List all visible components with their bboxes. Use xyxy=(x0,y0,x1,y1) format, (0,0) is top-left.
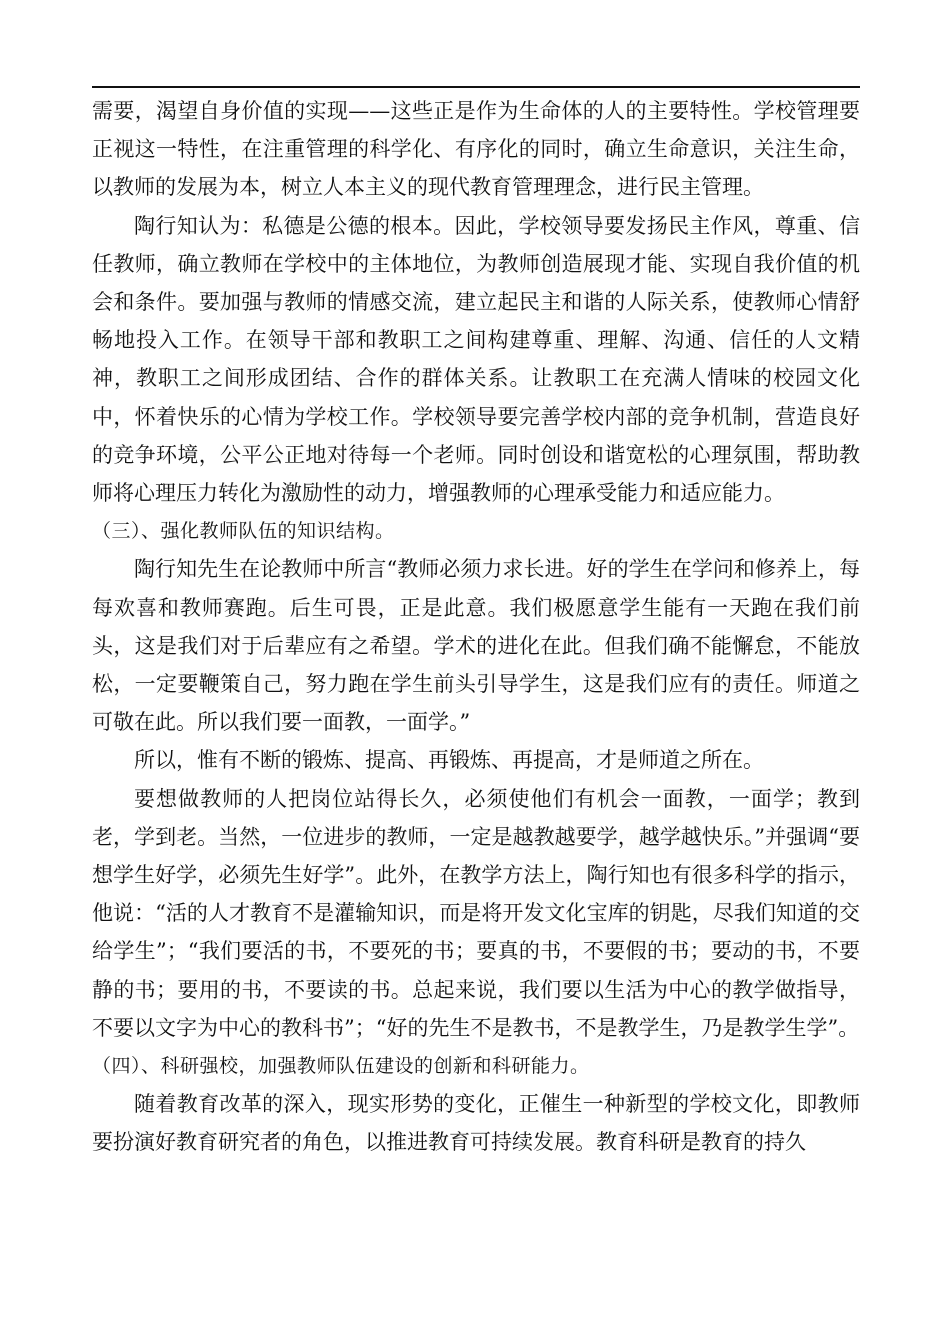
header-rule xyxy=(92,86,860,88)
paragraph-teacher-way: 所以，惟有不断的锻炼、提高、再锻炼、再提高，才是师道之所在。 xyxy=(134,748,764,773)
section-heading-4: （四）、科研强校，加强教师队伍建设的创新和科研能力。 xyxy=(92,1055,590,1078)
paragraph-continued: 需要，渴望自身价值的实现——这些正是作为生命体的人的主要特性。学校管理要正视这一特性，在注重管理的科学化、有序化的同时，确立生命意识，关注生命，以教师的发展为本，树立人本主义的现代教育管理理念，进行民主管理。 xyxy=(92,99,860,200)
paragraph-teach-and-learn: 要想做教师的人把岗位站得长久，必须使他们有机会一面教，一面学；教到老，学到老。当然，一位进步的教师，一定是越教越要学，越学越快乐。”并强调“要想学生好学，必须先生好学”。此外，在教学方法上，陶行知也有很多科学的指示，他说：“活的人才教育不是灌输知识，而是将开发文化宝库的钥匙，尽我们知道的交给学生”；“我们要活的书，不要死的书；要真的书，不要假的书；要动的书，不要静的书；要用的书，不要读的书。总起来说，我们要以生活为中心的教学做指导，不要以文字为中心的教科书”；“好的先生不是教书，不是教学生，乃是教学生学”。 xyxy=(92,786,860,1040)
paragraph-teacher-quote: 陶行知先生在论教师中所言“教师必须力求长进。好的学生在学问和修养上，每每欢喜和教师赛跑。后生可畏，正是此意。我们极愿意学生能有一天跑在我们前头，这是我们对于后辈应有之希望。学术的进化在此。但我们确不能懈怠，不能放松，一定要鞭策自己，努力跑在学生前头引导学生，这是我们应有的责任。师道之可敬在此。所以我们要一面教，一面学。” xyxy=(92,557,860,735)
paragraph-private-virtue: 陶行知认为：私德是公德的根本。因此，学校领导要发扬民主作风，尊重、信任教师，确立教师在学校中的主体地位，为教师创造展现才能、实现自我价值的机会和条件。要加强与教师的情感交流，建立起民主和谐的人际关系，使教师心情舒畅地投入工作。在领导干部和教职工之间构建尊重、理解、沟通、信任的人文精神，教职工之间形成团结、合作的群体关系。让教职工在充满人情味的校园文化中，怀着快乐的心情为学校工作。学校领导要完善学校内部的竞争机制，营造良好的竞争环境，公平公正地对待每一个老师。同时创设和谐宽松的心理氛围，帮助教师将心理压力转化为激励性的动力，增强教师的心理承受能力和适应能力。 xyxy=(92,213,860,506)
document-body xyxy=(92,92,860,1162)
paragraph-research: 随着教育改革的深入，现实形势的变化，正催生一种新型的学校文化，即教师要扮演好教育研究者的角色，以推进教育可持续发展。教育科研是教育的持久 xyxy=(92,1092,860,1155)
section-heading-3: （三）、强化教师队伍的知识结构。 xyxy=(92,520,395,543)
